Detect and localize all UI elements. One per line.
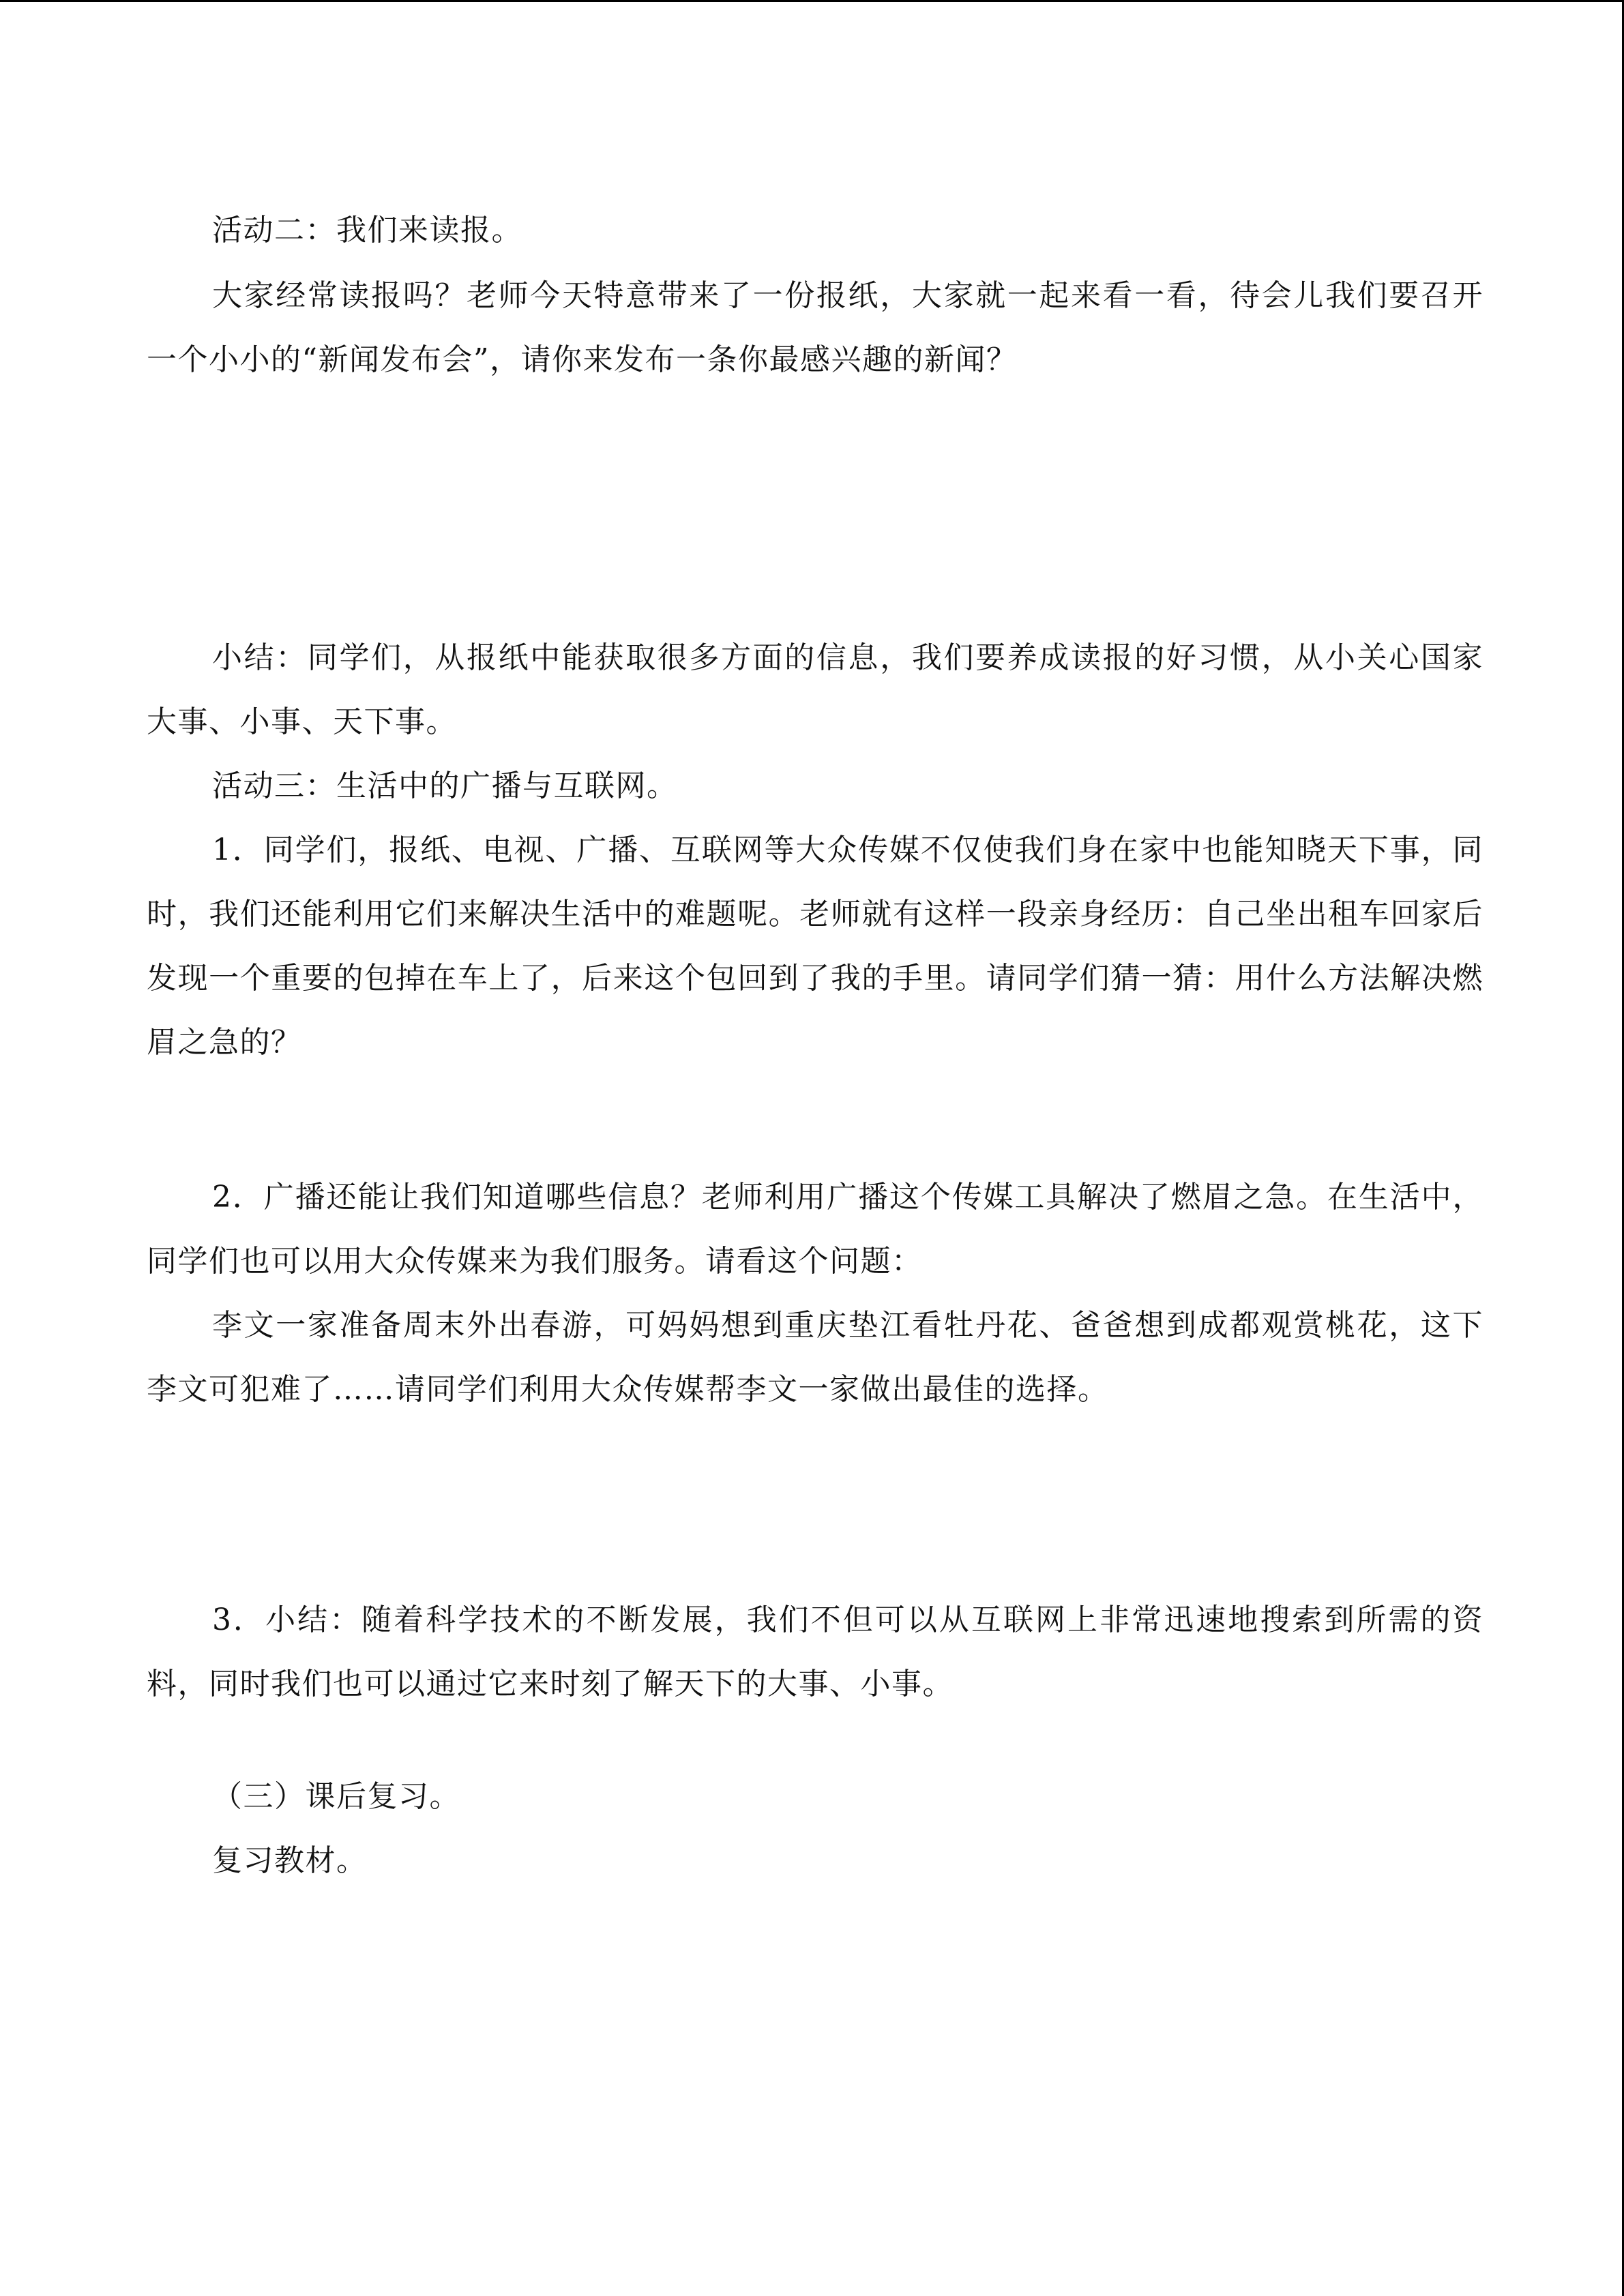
heading-after-class-review: （三）课后复习。 [212,1779,460,1814]
paragraph-item-2: 2．广播还能让我们知道哪些信息？老师利用广播这个传媒工具解决了燃眉之急。在生活中，同学们也可以用大众传媒来为我们服务。请看这个问题： [147,1180,1483,1279]
paragraph-newspaper-intro: 大家经常读报吗？老师今天特意带来了一份报纸，大家就一起来看一看，待会儿我们要召开一个小小的“新闻发布会”，请你来发布一条你最感兴趣的新闻？ [147,278,1483,377]
paragraph-item-1: 1．同学们，报纸、电视、广播、互联网等大众传媒不仅使我们身在家中也能知晓天下事，同时，我们还能利用它们来解决生活中的难题呢。老师就有这样一段亲身经历：自己坐出租车回家后发现一个重要的包掉在车上了，后来这个包回到了我的手里。请同学们猜一猜：用什么方法解决燃眉之急的？ [147,833,1483,1060]
paragraph-li-wen: 李文一家准备周末外出春游，可妈妈想到重庆垫江看牡丹花、爸爸想到成都观赏桃花，这下李文可犯难了……请同学们利用大众传媒帮李文一家做出最佳的选择。 [147,1308,1483,1407]
paragraph-review-textbook: 复习教材。 [212,1843,368,1878]
heading-activity-three: 活动三：生活中的广播与互联网。 [212,769,678,803]
paragraph-item-3: 3．小结：随着科学技术的不断发展，我们不但可以从互联网上非常迅速地搜索到所需的资料，同时我们也可以通过它来时刻了解天下的大事、小事。 [147,1602,1483,1701]
paragraph-summary-newspaper: 小结：同学们，从报纸中能获取很多方面的信息，我们要养成读报的好习惯，从小关心国家大事、小事、天下事。 [147,640,1483,739]
heading-activity-two: 活动二：我们来读报。 [212,213,522,248]
